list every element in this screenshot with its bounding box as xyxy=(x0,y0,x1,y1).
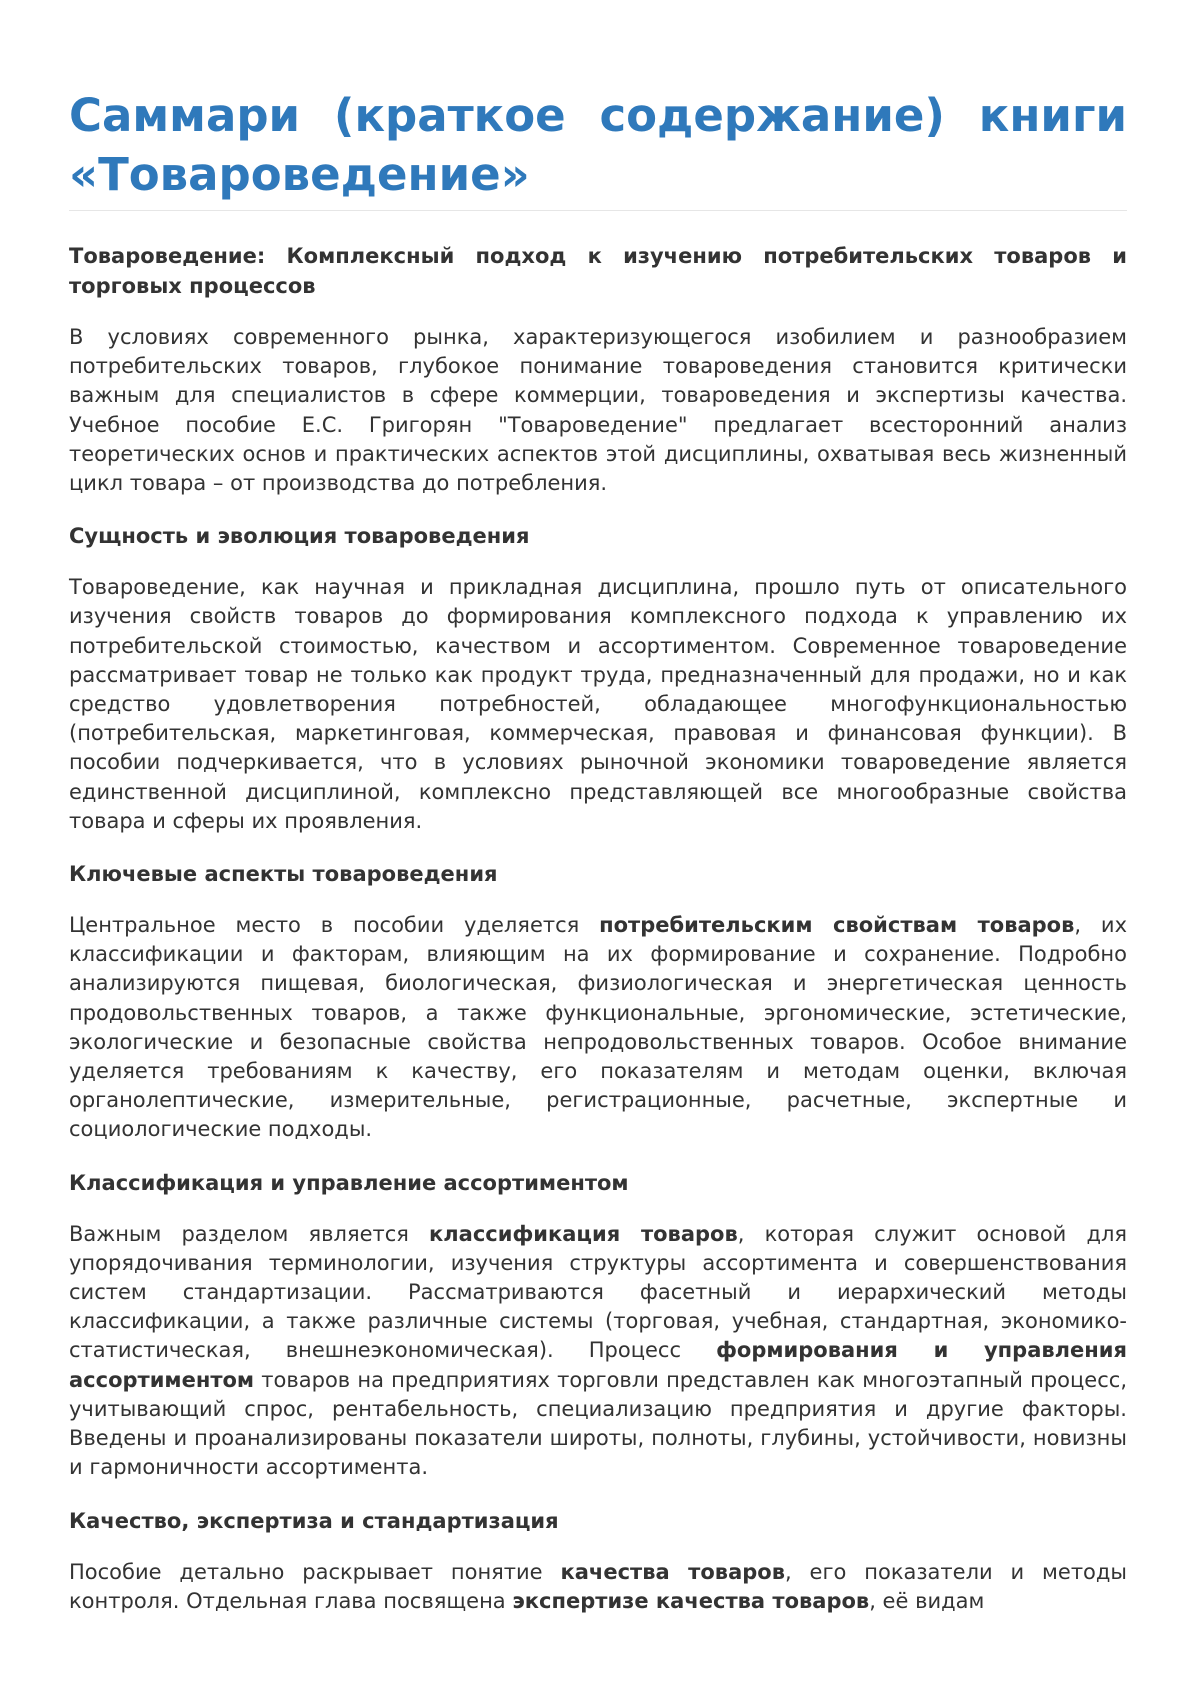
text-run: , их классификации и факторам, влияющим на их формирование и сохранение. Подробно анализируются пищевая, биологическая, физиологическая и энергетическая ценность продовольственных товаров, а также функциональные, эргономические, эстетические, экологические и безопасные свойства непродовольственных товаров. Особое внимание уделяется требованиям к качеству, его показателям и методам оценки, включая органолептические, измерительные, регистрационные, расчетные, экспертные и социологические подходы. xyxy=(69,913,1127,1142)
text-run: , её видам xyxy=(869,1588,985,1613)
text-run: товаров на предприятиях торговли представлен как многоэтапный процесс, учитывающий спрос, рентабельность, специализацию предприятия и другие факторы. Введены и проанализированы показатели широты, полноты, глубины, устойчивости, новизны и гармоничности ассортимента. xyxy=(69,1367,1127,1480)
document-page xyxy=(69,86,1127,1616)
section-paragraph-classification xyxy=(69,1220,1127,1483)
section-paragraph-essence: Товароведение, как научная и прикладная дисциплина, прошло путь от описательного изучения свойств товаров до формирования комплексного подхода к управлению их потребительской стоимостью, качеством и ассортиментом. Современное товароведение рассматривает товар не только как продукт труда, предназначенный для продажи, но и как средство удовлетворения потребностей, обладающее многофункциональностью (потребительская, маркетинговая, коммерческая, правовая и финансовая функции). В пособии подчеркивается, что в условиях рыночной экономики товароведение является единственной дисциплиной, комплексно представляющей все многообразные свойства товара и сферы их проявления. xyxy=(69,575,1127,833)
bold-term: экспертизе качества товаров xyxy=(512,1588,870,1613)
intro-paragraph: В условиях современного рынка, характеризующегося изобилием и разнообразием потребительских товаров, глубокое понимание товароведения становится критически важным для специалистов в сфере коммерции, товароведения и экспертизы качества. Учебное пособие Е.С. Григорян "Товароведение" предлагает всесторонний анализ теоретических основ и практических аспектов этой дисциплины, охватывая весь жизненный цикл товара – от производства до потребления. xyxy=(69,325,1127,496)
section-paragraph-quality xyxy=(69,1558,1127,1616)
bold-term: потребительским свойствам товаров xyxy=(599,913,1075,938)
text-run: Важным разделом является xyxy=(69,1221,430,1246)
section-heading-essence: Сущность и эволюция товароведения xyxy=(69,524,530,549)
text-run: Пособие детально раскрывает понятие xyxy=(69,1559,561,1584)
document-subtitle: Товароведение: Комплексный подход к изучению потребительских товаров и торговых процессов xyxy=(69,244,1127,298)
section-heading-classification: Классификация и управление ассортиментом xyxy=(69,1170,629,1195)
page-title: Саммари (краткое содержание) книги «Товароведение» xyxy=(69,86,1127,211)
bold-term: формирования и управления ассортиментом xyxy=(69,1338,1127,1392)
section-heading-quality: Качество, экспертиза и стандартизация xyxy=(69,1508,559,1533)
section-paragraph-key-aspects xyxy=(69,911,1127,1145)
bold-term: качества товаров xyxy=(560,1559,785,1584)
text-run: , которая служит основой для упорядочивания терминологии, изучения структуры ассортимента и совершенствования систем стандартизации. Рассматриваются фасетный и иерархический методы классификации, а также различные системы (торговая, учебная, стандартная, экономико-статистическая, внешнеэкономическая). Процесс xyxy=(69,1221,1128,1363)
bold-term: классификация товаров xyxy=(429,1221,738,1246)
text-run: , его показатели и методы контроля. Отдельная глава посвящена xyxy=(69,1559,1127,1613)
text-run: Центральное место в пособии уделяется xyxy=(69,913,600,938)
section-heading-key-aspects: Ключевые аспекты товароведения xyxy=(69,862,498,887)
